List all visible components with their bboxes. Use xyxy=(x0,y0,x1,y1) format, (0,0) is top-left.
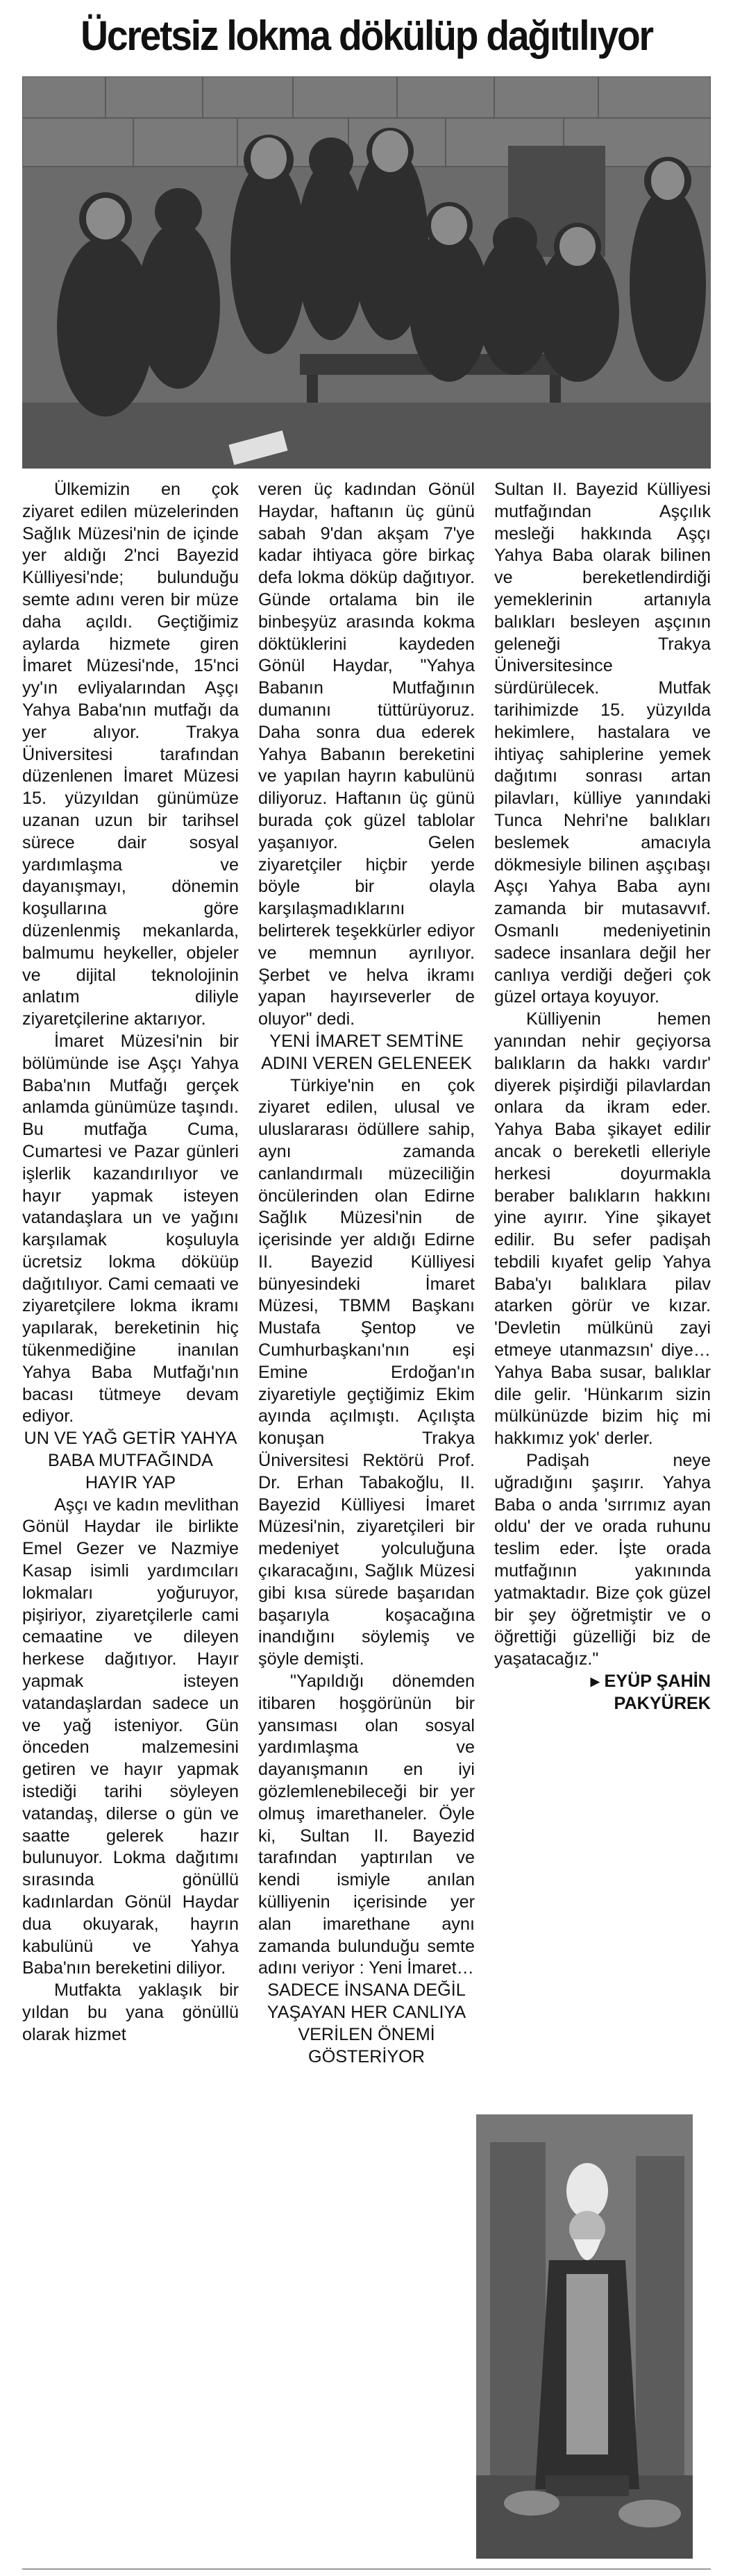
triangle-bullet-icon: ▸ xyxy=(590,1672,605,1692)
group-photo xyxy=(22,76,711,469)
yahya-baba-figure-photo xyxy=(476,2114,693,2559)
bottom-rule xyxy=(22,2568,711,2570)
paragraph: Mutfakta yaklaşık bir yıldan bu yana gönüllü olarak hizmet xyxy=(22,1980,239,2044)
column-1 xyxy=(22,479,239,2046)
paragraph: veren üç kadından Gönül Haydar, haftanın üç günü sabah 9'dan akşam 7'ye kadar ihtiyaca göre birkaç defa lokma döküp dağıtıyor. Günde ortalama bin ile binbeşyüz arasında kokma döktüklerini kaydeden Gönül Haydar, "Yahya Babanın Mutfağının dumanını tüttürüyoruz. Daha sonra dua ederek Yahya Babanın bereketini ve yapılan hayrın kabulünü diliyoruz. Haftanın üç günü burada çok güzel tablolar yaşanıyor. Gelen ziyaretçiler hiçbir yerde böyle bir olayla karşılaşmadıklarını belirterek teşekkürler ediyor ve memnun ayrılıyor. Şerbet ve helva ikramı yapan hayırseverler de oluyor" dedi. xyxy=(258,480,475,1029)
author-name: EYÜP ŞAHİN PAKYÜREK xyxy=(604,1672,711,1713)
column-2 xyxy=(258,479,475,2068)
paragraph: Türkiye'nin en çok ziyaret edilen, ulusal ve uluslararası ödüllere sahip, aynı zamanda canlandırmalı müzeciliğin öncülerinden olan Edirne Sağlık Müzesi'nin de içerisinde yer aldığı Edirne II. Bayezid Külliyesi bünyesindeki İmaret Müzesi, TBMM Başkanı Mustafa Şentop ve Cumhurbaşkanı'nın eşi Emine Erdoğan'ın ziyaretiyle geçtiğimiz Ekim ayında açılmıştı. Açılışta konuşan Trakya Üniversitesi Rektörü Prof. Dr. Erhan Tabakoğlu, II. Bayezid Külliyesi İmaret Müzesi'nin, ziyaretçileri bir medeniyet yolculuğuna çıkaracağını, Sağlık Müzesi gibi kısa sürede başarıdan başarıyla koşacağına inandığını söylemiş ve şöyle demişti. xyxy=(258,1075,475,1669)
paragraph: İmaret Müzesi'nin bir bölümünde ise Aşçı Yahya Baba'nın Mutfağı gerçek anlamda günümüze taşındı. Bu mutfağa Cuma, Cumartesi ve Pazar günleri işlerlik kazandırılıyor ve hayır yapmak isteyen vatandaşlara un ve yağını karşılamak koşuluyla ücretsiz lokma döküüp dağıtılıyor. Cami cemaati ve ziyaretçilere lokma ikramı yapılarak, bereketinin hiç tükenmediğine inanılan Yahya Baba Mutfağı'nın bacası tütmeye devam ediyor. xyxy=(22,1031,239,1426)
column-3 xyxy=(494,479,711,1715)
subheading: SADECE İNSANA DEĞİL YAŞAYAN HER CANLIYA VERİLEN ÖNEMİ GÖSTERİYOR xyxy=(267,1980,466,2066)
headline: Ücretsiz lokma dökülüp dağıtılıyor xyxy=(81,12,652,59)
paragraph: "Yapıldığı dönemden itibaren hoşgörünün bir yansıması olan sosyal yardımlaşma ve dayanışmanın en iyi gözlemlenebileceği bir yer olmuş imarethaneler. Öyle ki, Sultan II. Bayezid tarafından yaptırılan ve kendi ismiyle anılan külliyenin içerisinde yer alan imarethane aynı zamanda bulunduğu semte adını veriyor : Yeni İmaret… xyxy=(258,1672,475,1978)
paragraph: Sultan II. Bayezid Külliyesi mutfağından Aşçılık mesleği hakkında Aşçı Yahya Baba olarak bilinen ve bereketlendirdiği yemeklerinin artanıyla balıkları besleyen aşçının geleneği Trakya Üniversitesince sürdürülecek. Mutfak tarihimizde 15. yüzyılda hekimlere, hastalara ve ihtiyaç sahiplerine yemek dağıtımı sonrası artan pilavları, külliye yanındaki Tunca Nehri'ne balıkları beslemek amacıyla dökmesiyle bilinen aşçıbaşı Aşçı Yahya Baba aynı zamanda bir mutasavvıf. Osmanlı medeniyetinin sadece insanlara değil her canlıya verdiği değeri çok güzel ortaya koyuyor. xyxy=(494,480,711,1007)
subheading: UN VE YAĞ GETİR YAHYA BABA MUTFAĞINDA HAYIR YAP xyxy=(24,1429,237,1492)
paragraph: Ülkemizin en çok ziyaret edilen müzelerinden Sağlık Müzesi'nin de içinde yer aldığı 2'nci Bayezid Külliyesi'nde; bulunduğu semte adını veren bir müze daha açıldı. Geçtiğimiz aylarda hizmete giren İmaret Müzesi'nde, 15'nci yy'ın evliyalarından Aşçı Yahya Baba'nın mutfağı da yer alıyor. Trakya Üniversitesi tarafından düzenlenen İmaret Müzesi 15. yüzyıldan günümüze uzanan uzun bir tarihsel sürece dair sosyal yardımlaşma ve dayanışmayı, dönemin koşullarına göre düzenlenmiş mekanlarda, balmumu heykeller, objeler ve dijital teknolojinin anlatım diliyle ziyaretçilerine aktarıyor. xyxy=(22,480,239,1029)
author-signature xyxy=(494,1671,711,1715)
group-photo-illustration xyxy=(22,76,711,469)
paragraph: Külliyenin hemen yanından nehir geçiyorsa balıkların da hakkı vardır' diyerek pişirdiği pilavlardan onlara da ikram eder. Yahya Baba şikayet edilir ancak o bereketli elleriyle herkesi doyurmakla beraber balıkların hakkını yine ayırır. Yine şikayet edilir. Bu sefer padişah tebdili kıyafet gelip Yahya Baba'yı balıklara pilav atarken görür ve kızar. 'Devletin mülkünü zayi etmeye utanmazsın' diye… Yahya Baba susar, balıklar dile gelir. 'Hünkarım sizin mülkünüzde bizim hiç mi hakkımız yok' derler. xyxy=(494,1009,711,1449)
subheading: YENİ İMARET SEMTİNE ADINI VEREN GELENEEK xyxy=(261,1031,472,1073)
paragraph: Padişah neye uğradığını şaşırır. Yahya Baba o anda 'sırrımız ayan oldu' der ve orada ruhunu teslim eder. İşte orada mutfağının yakınında yatmaktadır. Bize çok güzel bir şey öğretmiştir ve o öğrettiği güzelliği biz de yaşatacağız." xyxy=(494,1451,711,1669)
paragraph: Aşçı ve kadın mevlithan Gönül Haydar ile birlikte Emel Gezer ve Nazmiye Kasap isimli yardımcıları lokmaları yoğuruyor, pişiriyor, ziyaretçilerle cami cemaatine ve dileyen herkese dağıtıyor. Hayır yapmak isteyen vatandaşlardan sadece un ve yağ isteniyor. Gün önceden malzemesini getiren ve hayır yapmak istediği tarihi söyleyen vatandaş, dilerse o gün ve saatte gelerek hazır bulunuyor. Lokma dağıtımı sırasında gönüllü kadınlardan Gönül Haydar dua okuyarak, hayrın kabulünü ve Yahya Baba'nın bereketini diliyor. xyxy=(22,1495,239,1978)
yahya-baba-figure-illustration xyxy=(476,2114,693,2559)
